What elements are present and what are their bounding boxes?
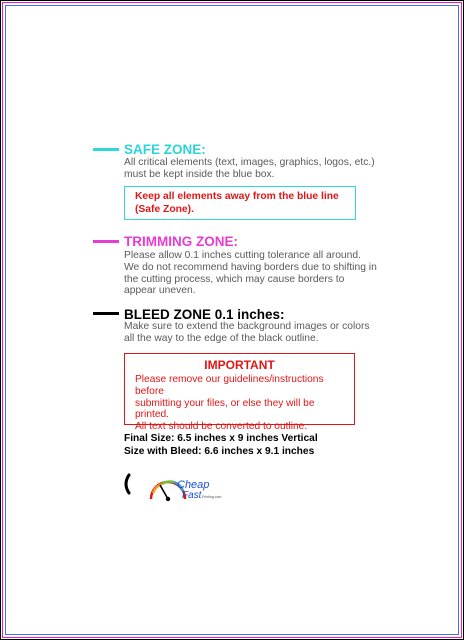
bleed-zone-description: [124, 321, 379, 345]
bleed-zone-dash: [93, 312, 119, 315]
important-title: IMPORTANT: [204, 358, 275, 372]
trimming-zone-description: [124, 250, 384, 297]
trimming-zone-line: appear uneven.: [124, 285, 196, 297]
safe-zone-line: All critical elements (text, images, graphics, logos, etc.): [124, 157, 375, 168]
safe-zone-warning-line: Keep all elements away from the blue line: [135, 191, 339, 202]
trimming-zone-line: the cutting process, which may cause borders to: [124, 273, 345, 285]
important-line: submitting your files, or else they will be printed.: [135, 397, 315, 421]
cheap-fast-printing-logo: [124, 472, 234, 504]
trimming-zone-line: Please allow 0.1 inches cutting tolerance all around.: [124, 250, 361, 261]
bleed-zone-title: BLEED ZONE 0.1 inches:: [124, 307, 285, 322]
trimming-zone-line: We do not recommend having borders due to shifting in: [124, 261, 377, 273]
important-line: All text should be converted to outline.: [135, 421, 308, 433]
trimming-zone-title: TRIMMING ZONE:: [124, 234, 238, 249]
logo-tagline: Printing.com: [202, 495, 222, 499]
size-info: [124, 433, 318, 458]
important-text: [135, 374, 350, 433]
logo-bracket-mark: [126, 475, 129, 493]
bleed-size-text: Size with Bleed: 6.6 inches x 9.1 inches: [124, 445, 315, 457]
bleed-zone-line: all the way to the edge of the black outline.: [124, 332, 319, 344]
logo-gauge-needle: [160, 485, 168, 499]
safe-zone-line: must be kept inside the blue box.: [124, 168, 275, 180]
safe-zone-title: SAFE ZONE:: [124, 142, 206, 157]
bleed-zone-line: Make sure to extend the background images or colors: [124, 321, 370, 332]
important-line: Please remove our guidelines/instructions before: [135, 374, 324, 397]
safe-zone-warning-box: [124, 186, 356, 220]
safe-zone-description: [124, 157, 379, 181]
important-notice-box: [124, 353, 355, 433]
logo-word-cheap: Cheap: [177, 479, 210, 491]
safe-zone-dash: [93, 148, 119, 151]
trimming-zone-dash: [93, 240, 119, 243]
final-size-text: Final Size: 6.5 inches x 9 inches Vertical: [124, 433, 318, 444]
logo-gauge-hub: [166, 497, 170, 501]
safe-zone-warning-line: (Safe Zone).: [135, 204, 194, 215]
logo-word-fast: Fast: [182, 490, 202, 501]
